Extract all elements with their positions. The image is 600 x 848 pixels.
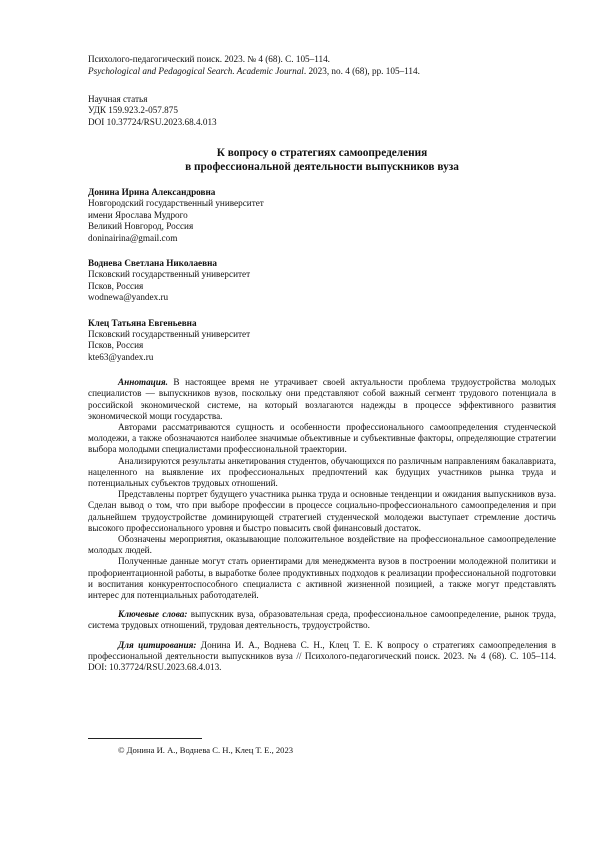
header-en bbox=[88, 66, 556, 78]
title-line-2: в профессиональной деятельности выпускников вуза bbox=[185, 160, 459, 173]
journal-header bbox=[88, 54, 556, 77]
keywords-label: Ключевые слова: bbox=[118, 609, 188, 620]
article-title bbox=[88, 146, 556, 174]
author-email: kte63@yandex.ru bbox=[88, 351, 154, 362]
abstract-paragraph: Анализируются результаты анкетирования студентов, обучающихся по различным направлениям бакалавриата, нацеленного на выявление их профессиональных предпочтений как будущих участников рынка труда и потенциальных субъектов трудовых отношений. bbox=[88, 455, 556, 488]
author-location: Псков, Россия bbox=[88, 340, 144, 351]
abstract-label: Аннотация. bbox=[118, 377, 168, 388]
keywords-text: выпускник вуза, образовательная среда, профессиональное самоопределение, рынок труда, система трудовых отношений, трудовая деятельность, трудоустройство. bbox=[88, 609, 556, 631]
author-email: doninairina@gmail.com bbox=[88, 232, 178, 243]
author-block bbox=[88, 318, 556, 364]
author-block bbox=[88, 187, 556, 244]
article-type: Научная статья bbox=[88, 94, 148, 104]
keywords bbox=[88, 609, 556, 631]
author-email: wodnewa@yandex.ru bbox=[88, 292, 169, 303]
abstract-paragraph: Обозначены мероприятия, оказывающие положительное воздействие на профессиональное самоопределение молодых людей. bbox=[88, 534, 556, 556]
author-list bbox=[88, 187, 556, 363]
author-affiliation: Псковский государственный университет bbox=[88, 269, 251, 280]
article-page bbox=[88, 54, 556, 673]
udk-code: УДК 159.923.2-057.875 bbox=[88, 105, 178, 116]
doi: DOI 10.37724/RSU.2023.68.4.013 bbox=[88, 116, 217, 127]
author-affiliation: имени Ярослава Мудрого bbox=[88, 209, 188, 220]
author-name: Воднева Светлана Николаевна bbox=[88, 257, 217, 268]
abstract-paragraph: Полученные данные могут стать ориентирами для менеджмента вузов в построении молодежной политики и профориентационной работы, в выработке более продуктивных подходов к реализации профессиональной подготовки и воспитания конкурентоспособного специалиста с активной жизненной позицией, а также могут представлять интерес для потенциальных работодателей. bbox=[88, 556, 556, 601]
citation bbox=[88, 640, 556, 674]
copyright-notice: © Донина И. А., Воднева С. Н., Клец Т. Е., 2023 bbox=[118, 745, 294, 755]
author-affiliation: Псковский государственный университет bbox=[88, 328, 251, 339]
author-block bbox=[88, 258, 556, 304]
author-name: Донина Ирина Александровна bbox=[88, 186, 216, 197]
abstract-text: В настоящее время не утрачивает своей актуальности проблема трудоустройства молодых специалистов — выпускников вузов, поскольку они представляют собой важный сегмент трудового потенциала в российской экономической системе, на который возлагаются надежды в процессе эффективного развития экономической мощи государства. bbox=[88, 377, 556, 421]
abstract-paragraph bbox=[88, 377, 556, 422]
footnote-divider bbox=[88, 738, 202, 739]
citation-label: Для цитирования: bbox=[118, 639, 197, 650]
abstract-paragraph: Авторами рассматриваются сущность и особенности профессионального самоопределения студенческой молодежи, а также обозначаются наиболее значимые объективные и субъективные факторы, определяющие стратегии выбора молодыми специалистами профессиональной траектории. bbox=[88, 421, 556, 455]
header-ru: Психолого-педагогический поиск. 2023. № 4 (68). С. 105–114. bbox=[88, 54, 330, 64]
abstract-paragraph: Представлены портрет будущего участника рынка труда и основные тенденции и ожидания выпускников вуза. Сделан вывод о том, что при выборе профессии в процессе социально-профессионального самоопределения и при дальнейшем трудоустройстве доминирующей стратегией студенческой молодежи выступает стремление достичь высокого профессионального уровня и быстро повысить свой финансовый достаток. bbox=[88, 489, 556, 533]
author-location: Великий Новгород, Россия bbox=[88, 221, 194, 232]
citation-text: Донина И. А., Воднева С. Н., Клец Т. Е. К вопросу о стратегиях самоопределения в профессиональной деятельности выпускников вуза // Психолого-педагогический поиск. 2023. № 4 (68). С. 105–114. DOI: 10.37724/RSU.2023.68.4.013. bbox=[88, 639, 556, 673]
article-meta bbox=[88, 94, 556, 128]
header-en-rest: . 2023, no. 4 (68), pp. 105–114. bbox=[303, 65, 420, 76]
header-en-journal: Psychological and Pedagogical Search. Academic Journal bbox=[88, 65, 304, 76]
title-line-1: К вопросу о стратегиях самоопределения bbox=[216, 146, 428, 159]
author-affiliation: Новгородский государственный университет bbox=[88, 198, 264, 209]
abstract bbox=[88, 377, 556, 601]
author-location: Псков, Россия bbox=[88, 280, 144, 291]
author-name: Клец Татьяна Евгеньевна bbox=[88, 317, 197, 328]
